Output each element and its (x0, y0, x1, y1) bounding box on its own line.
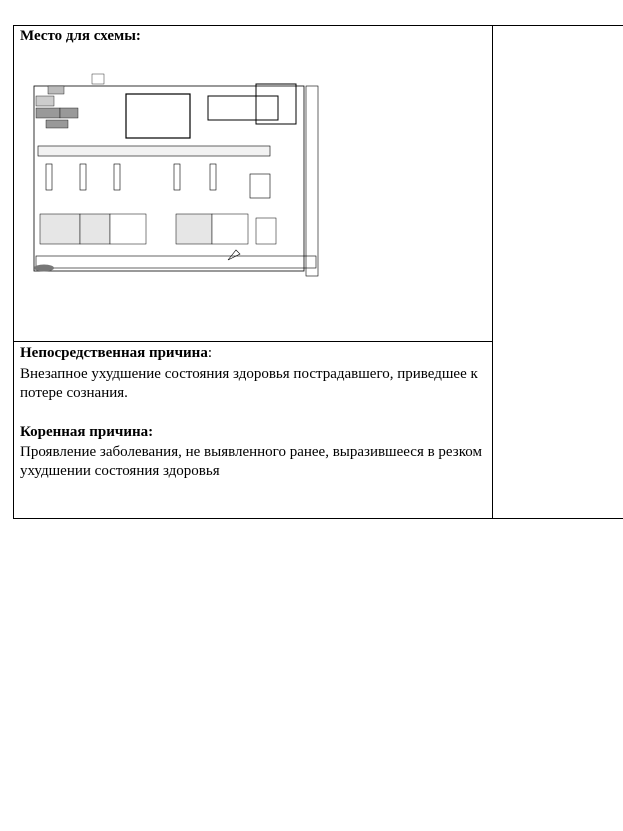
site-scheme-diagram (30, 64, 328, 282)
root-cause-label: Коренная причина: (20, 424, 154, 440)
scheme-heading: Место для схемы: (20, 28, 141, 44)
table-bottom-border (13, 518, 623, 519)
direct-cause-label: Непосредственная причина (20, 345, 208, 361)
column-divider (492, 25, 493, 519)
root-cause-text: Проявление заболевания, не выявленного ранее, выразившееся в резком ухудшении состояния здоровья (20, 444, 482, 479)
direct-cause (20, 344, 490, 363)
direct-cause-text: Внезапное ухудшение состояния здоровья пострадавшего, приведшее к потере сознания. (20, 366, 478, 401)
row-divider (13, 341, 493, 342)
direct-cause-colon: : (207, 345, 212, 361)
